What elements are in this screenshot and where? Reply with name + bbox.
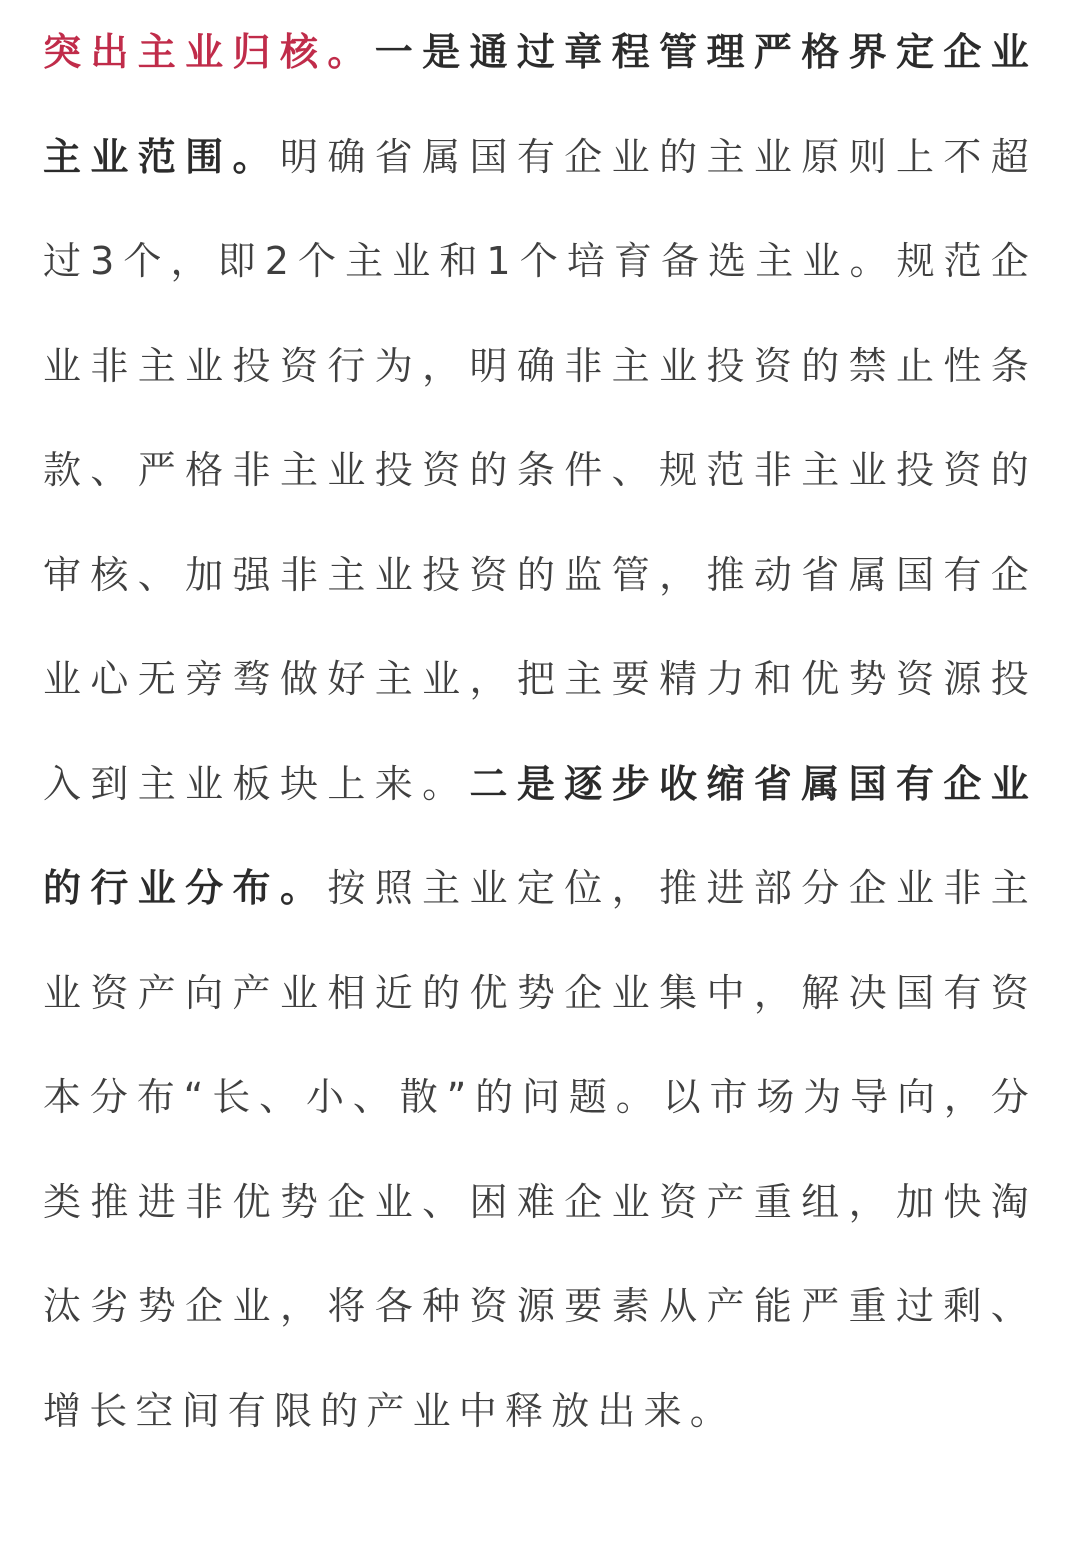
point-one-body: 明确省属国有企业的主业原则上不超过3个，即2个主业和1个培育备选主业。规范企业非主业投资行为，明确非主业投资的禁止性条款、严格非主业投资的条件、规范非主业投资的审核、加强非主业投资的监管，推动省属国有企业心无旁骛做好主业，把主要精力和优势资源投入到主业板块上来。 <box>43 134 1037 806</box>
article-paragraph <box>43 0 1037 1463</box>
point-one-title: 一是通过章程管理严格界定企业主业范围。 <box>43 30 1037 179</box>
section-heading: 突出主业归核。 <box>43 30 375 74</box>
point-two-title: 二是逐步收缩省属国有企业的行业分布。 <box>43 761 1037 910</box>
point-two-body: 按照主业定位，推进部分企业非主业资产向产业相近的优势企业集中，解决国有资本分布“长、小、散”的问题。以市场为导向，分类推进非优势企业、困难企业资产重组，加快淘汰劣势企业，将各种资源要素从产能严重过剩、增长空间有限的产业中释放出来。 <box>43 866 1037 1433</box>
